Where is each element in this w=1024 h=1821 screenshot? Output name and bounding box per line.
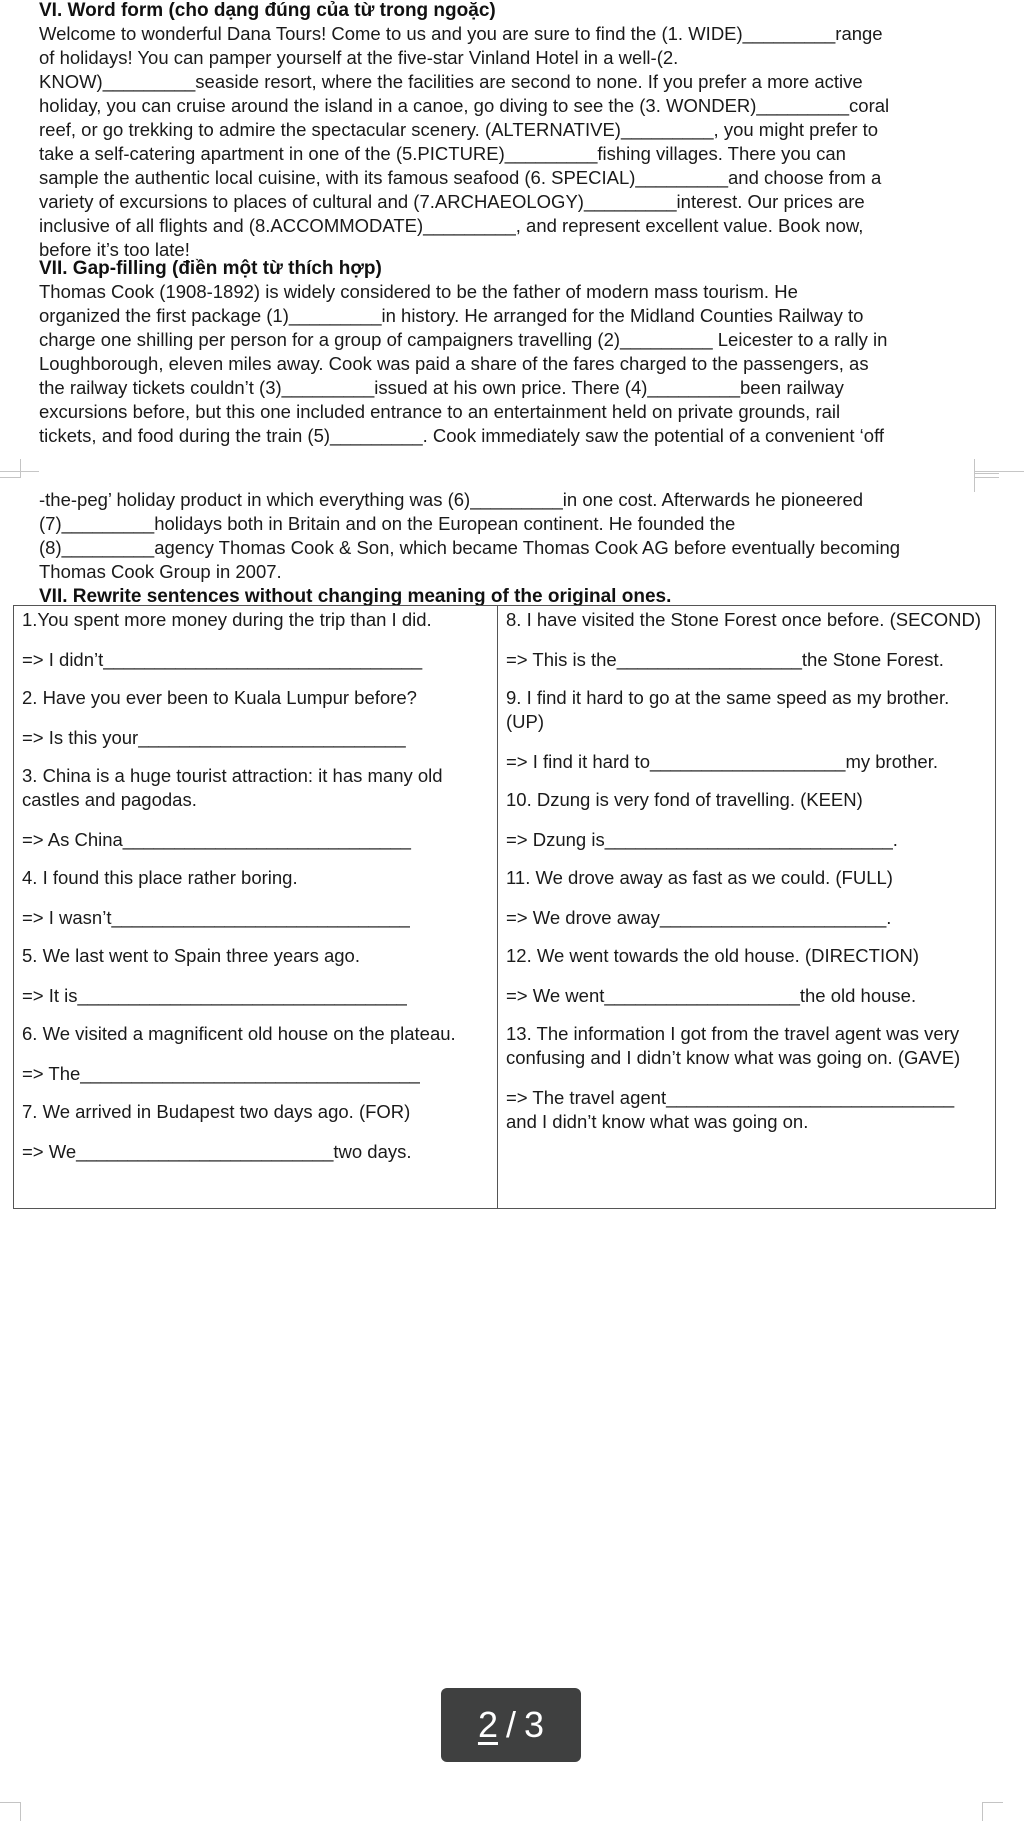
page-corner-mark	[982, 1802, 1003, 1821]
section-title: VII. Rewrite sentences without changing meaning of the original ones.	[39, 586, 672, 607]
paragraph-line: sample the authentic local cuisine, with its famous seafood (6. SPECIAL)_________and choose from a	[39, 167, 882, 188]
gap-filling-paragraph-top	[39, 280, 974, 448]
paragraph-line: Welcome to wonderful Dana Tours! Come to us and you are sure to find the (1. WIDE)_________range	[39, 23, 883, 44]
paragraph-line: tickets, and food during the train (5)_________. Cook immediately saw the potential of a convenient ‘off	[39, 425, 885, 446]
exercise-prompt: 8. I have visited the Stone Forest once before. (SECOND)	[506, 609, 982, 630]
page-break-line	[0, 471, 39, 472]
section-gap-filling-continued	[39, 488, 974, 608]
exercise-prompt: 11. We drove away as fast as we could. (FULL)	[506, 867, 893, 888]
page-separator: /	[505, 1704, 516, 1745]
paragraph-line: Thomas Cook Group in 2007.	[39, 561, 282, 582]
paragraph-line: (8)_________agency Thomas Cook & Son, which became Thomas Cook AG before eventually becoming	[39, 537, 901, 558]
section-word-form	[39, 0, 974, 262]
paragraph-line: of holidays! You can pamper yourself at the five-star Vinland Hotel in a well-(2.	[39, 47, 679, 68]
answer-line[interactable]: => Is this your__________________________	[22, 727, 406, 748]
paragraph-line: -the-peg’ holiday product in which everything was (6)_________in one cost. Afterwards he pioneered	[39, 489, 864, 510]
exercise-prompt: 2. Have you ever been to Kuala Lumpur before?	[22, 687, 417, 708]
paragraph-line: Loughborough, eleven miles away. Cook was paid a share of the fares charged to the passengers, as	[39, 353, 869, 374]
paragraph-line: holiday, you can cruise around the island in a canoe, go diving to see the (3. WONDER)_________coral	[39, 95, 890, 116]
answer-line[interactable]: => I wasn’t_____________________________	[22, 907, 410, 928]
paragraph-line: KNOW)_________seaside resort, where the facilities are second to none. If you prefer a more active	[39, 71, 863, 92]
current-page: 2	[477, 1704, 498, 1745]
rewrite-table	[13, 605, 996, 1209]
answer-line[interactable]: => We went___________________the old house.	[506, 985, 917, 1006]
left-column	[14, 606, 498, 1209]
paragraph-line: excursions before, but this one included entrance to an entertainment held on private grounds, rail	[39, 401, 841, 422]
page-indicator	[441, 1688, 581, 1762]
answer-line[interactable]: => As China____________________________	[22, 829, 411, 850]
paragraph-line: inclusive of all flights and (8.ACCOMMODATE)_________, and represent excellent value. Book now,	[39, 215, 864, 236]
exercise-prompt: 12. We went towards the old house. (DIRECTION)	[506, 945, 919, 966]
page-corner-mark	[0, 459, 21, 478]
answer-line[interactable]: => The_________________________________	[22, 1063, 420, 1084]
exercise-prompt: 9. I find it hard to go at the same speed as my brother. (UP)	[506, 687, 950, 732]
exercise-prompt: 1.You spent more money during the trip than I did.	[22, 609, 432, 630]
answer-line[interactable]: => Dzung is____________________________.	[506, 829, 898, 850]
answer-line[interactable]: => It is________________________________	[22, 985, 407, 1006]
answer-line[interactable]: => The travel agent____________________________ and I didn’t know what was going on.	[506, 1087, 955, 1132]
exercise-prompt: 5. We last went to Spain three years ago.	[22, 945, 360, 966]
total-pages: 3	[524, 1704, 545, 1745]
paragraph-line: reef, or go trekking to admire the spectacular scenery. (ALTERNATIVE)_________, you might prefer to	[39, 119, 879, 140]
answer-line[interactable]: => I didn’t_______________________________	[22, 649, 423, 670]
table-row	[14, 606, 996, 1209]
section-title: VI. Word form (cho dạng đúng của từ trong ngoặc)	[39, 0, 496, 21]
paragraph-line: charge one shilling per person for a group of campaigners travelling (2)_________ Leicester to a rally in	[39, 329, 888, 350]
answer-line[interactable]: => I find it hard to___________________my brother.	[506, 751, 939, 772]
exercise-prompt: 4. I found this place rather boring.	[22, 867, 298, 888]
answer-line[interactable]: => We_________________________two days.	[22, 1141, 412, 1162]
word-form-paragraph	[39, 22, 974, 262]
exercise-prompt: 10. Dzung is very fond of travelling. (KEEN)	[506, 789, 863, 810]
paragraph-line: the railway tickets couldn’t (3)_________issued at his own price. There (4)_________been railway	[39, 377, 844, 398]
exercise-prompt: 7. We arrived in Budapest two days ago. (FOR)	[22, 1101, 411, 1122]
page-corner-mark	[0, 1802, 21, 1821]
exercise-prompt: 13. The information I got from the travel agent was very confusing and I didn’t know what was going on. (GAVE)	[506, 1023, 961, 1068]
page-break-line	[975, 471, 1024, 472]
exercise-prompt: 6. We visited a magnificent old house on the plateau.	[22, 1023, 456, 1044]
page-corner-mark	[974, 473, 999, 492]
paragraph-line: Thomas Cook (1908-1892) is widely considered to be the father of modern mass tourism. He	[39, 281, 798, 302]
paragraph-line: (7)_________holidays both in Britain and on the European continent. He founded the	[39, 513, 736, 534]
section-gap-filling	[39, 258, 974, 448]
answer-line[interactable]: => We drove away______________________.	[506, 907, 892, 928]
paragraph-line: before it’s too late!	[39, 239, 190, 260]
gap-filling-paragraph-bottom	[39, 488, 974, 584]
answer-line[interactable]: => This is the__________________the Stone Forest.	[506, 649, 944, 670]
paragraph-line: variety of excursions to places of cultural and (7.ARCHAEOLOGY)_________interest. Our prices are	[39, 191, 865, 212]
exercise-prompt: 3. China is a huge tourist attraction: it has many old castles and pagodas.	[22, 765, 443, 810]
section-title: VII. Gap-filling (điền một từ thích hợp)	[39, 258, 382, 279]
paragraph-line: organized the first package (1)_________in history. He arranged for the Midland Counties Railway to	[39, 305, 864, 326]
paragraph-line: take a self-catering apartment in one of the (5.PICTURE)_________fishing villages. There you can	[39, 143, 846, 164]
right-column	[498, 606, 996, 1209]
